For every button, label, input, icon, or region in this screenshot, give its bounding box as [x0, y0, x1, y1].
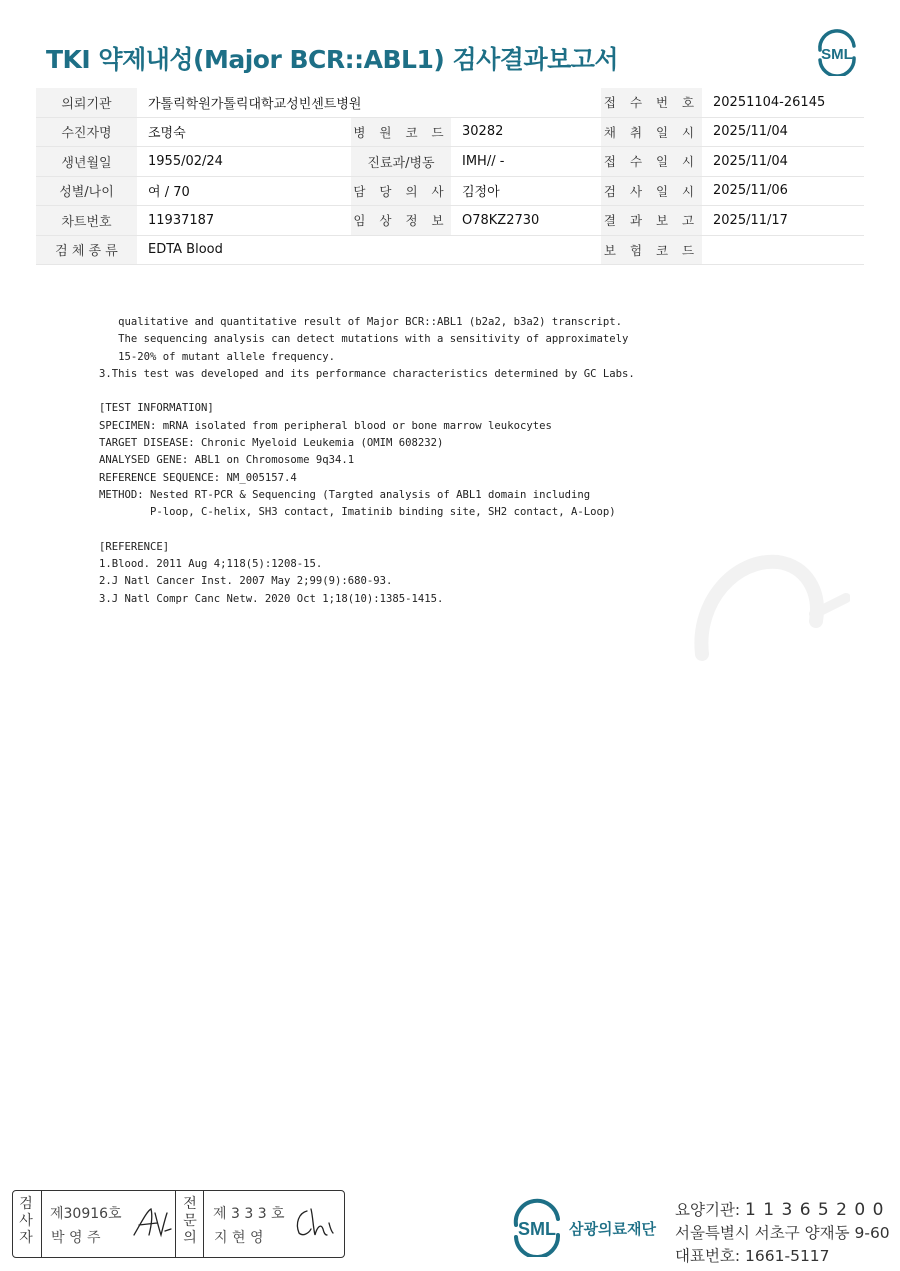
label-specimen-type: 검 체 종 류 — [36, 235, 137, 265]
birth-date-value: 1955/02/24 — [137, 147, 351, 177]
label-department-ward: 진료과/병동 — [351, 147, 451, 177]
attending-physician-value: 김정아 — [451, 176, 601, 206]
chart-number-value: 11937187 — [137, 206, 351, 236]
info-row — [36, 117, 864, 147]
info-row — [36, 88, 864, 117]
info-row — [36, 206, 864, 236]
patient-name-value: 조명숙 — [137, 117, 351, 147]
representative-phone: 대표번호: 1661-5117 — [675, 1247, 830, 1265]
footer-logo-text: SML — [518, 1219, 556, 1239]
signature-box — [12, 1190, 345, 1258]
patient-info-table — [36, 88, 864, 265]
sml-logo-icon — [812, 28, 862, 76]
specialist-license-number: 제 3 3 3 호 — [213, 1206, 285, 1222]
specialist-name: 지 현 영 — [214, 1230, 264, 1246]
label-hospital-code: 병 원 코 드 — [351, 117, 451, 147]
specialist-signature-icon — [293, 1205, 339, 1239]
label-birth-date: 생년월일 — [36, 147, 137, 177]
info-row — [36, 235, 864, 265]
collection-date-value: 2025/11/04 — [702, 117, 864, 147]
label-clinical-info: 임 상 정 보 — [351, 206, 451, 236]
sex-age-value: 여 / 70 — [137, 176, 351, 206]
body-line: 15-20% of mutant allele frequency. — [99, 350, 335, 363]
examiner-name: 박 영 주 — [51, 1230, 101, 1246]
label-attending-physician: 담 당 의 사 — [351, 176, 451, 206]
reference-item: 3.J Natl Compr Canc Netw. 2020 Oct 1;18(10):1385-1415. — [99, 592, 444, 605]
footer-sml-logo-icon — [508, 1197, 566, 1257]
examiner-license-number: 제30916호 — [50, 1206, 122, 1222]
receipt-date-value: 2025/11/04 — [702, 147, 864, 177]
label-insurance-code: 보 험 코 드 — [601, 235, 702, 265]
label-patient-name: 수진자명 — [36, 117, 137, 147]
report-title: TKI 약제내성(Major BCR::ABL1) 검사결과보고서 — [46, 45, 619, 74]
requesting-institution-value: 가톨릭학원가톨릭대학교성빈센트병원 — [137, 88, 601, 117]
body-line — [99, 383, 635, 400]
body-line: SPECIMEN: mRNA isolated from peripheral blood or bone marrow leukocytes — [99, 419, 552, 432]
hospital-code-value: 30282 — [451, 117, 601, 147]
label-collection-date: 채 취 일 시 — [601, 117, 702, 147]
body-line: P-loop, C-helix, SH3 contact, Imatinib binding site, SH2 contact, A-Loop) — [99, 506, 616, 519]
info-row — [36, 176, 864, 206]
examiner-signature-icon — [131, 1205, 175, 1239]
label-sex-age: 성별/나이 — [36, 176, 137, 206]
report-body — [99, 314, 635, 608]
specialist-label: 전 문 의 — [183, 1196, 197, 1246]
label-test-date: 검 사 일 시 — [601, 176, 702, 206]
organization-name: 삼광의료재단 — [569, 1220, 656, 1238]
section-heading-reference: [REFERENCE] — [99, 540, 170, 553]
organization-address: 서울특별시 서초구 양재동 9-60 — [675, 1224, 890, 1242]
receipt-number-value: 20251104-26145 — [702, 88, 864, 117]
reference-item: 1.Blood. 2011 Aug 4;118(5):1208-15. — [99, 558, 323, 571]
section-heading-test-information: [TEST INFORMATION] — [99, 402, 214, 415]
reference-item: 2.J Natl Cancer Inst. 2007 May 2;99(9):680-93. — [99, 575, 393, 588]
label-receipt-date: 접 수 일 시 — [601, 147, 702, 177]
watermark-arc-icon — [686, 546, 850, 662]
body-line: ANALYSED GENE: ABL1 on Chromosome 9q34.1 — [99, 454, 355, 467]
specimen-type-value: EDTA Blood — [137, 235, 601, 265]
label-result-report-date: 결 과 보 고 — [601, 206, 702, 236]
body-line: METHOD: Nested RT-PCR & Sequencing (Targted analysis of ABL1 domain including — [99, 488, 591, 501]
label-receipt-number: 접 수 번 호 — [601, 88, 702, 117]
body-line: qualitative and quantitative result of Major BCR::ABL1 (b2a2, b3a2) transcript. — [99, 316, 622, 328]
examiner-label: 검 사 자 — [19, 1196, 33, 1246]
label-requesting-institution: 의뢰기관 — [36, 88, 137, 117]
body-line — [99, 522, 635, 539]
body-line: REFERENCE SEQUENCE: NM_005157.4 — [99, 471, 297, 484]
clinical-info-value: O78KZ2730 — [451, 206, 601, 236]
body-line: TARGET DISEASE: Chronic Myeloid Leukemia (OMIM 608232) — [99, 437, 444, 450]
body-line: 3.This test was developed and its performance characteristics determined by GC Labs. — [99, 367, 635, 380]
department-ward-value: IMH// - — [451, 147, 601, 177]
label-chart-number: 차트번호 — [36, 206, 137, 236]
result-report-date-value: 2025/11/17 — [702, 206, 864, 236]
body-line: The sequencing analysis can detect mutations with a sensitivity of approximately — [99, 333, 629, 346]
info-row — [36, 147, 864, 177]
logo-text: SML — [821, 46, 853, 63]
institution-code: 요양기관: 1 1 3 6 5 2 0 0 — [675, 1200, 885, 1220]
test-date-value: 2025/11/06 — [702, 176, 864, 206]
insurance-code-value — [702, 235, 864, 265]
